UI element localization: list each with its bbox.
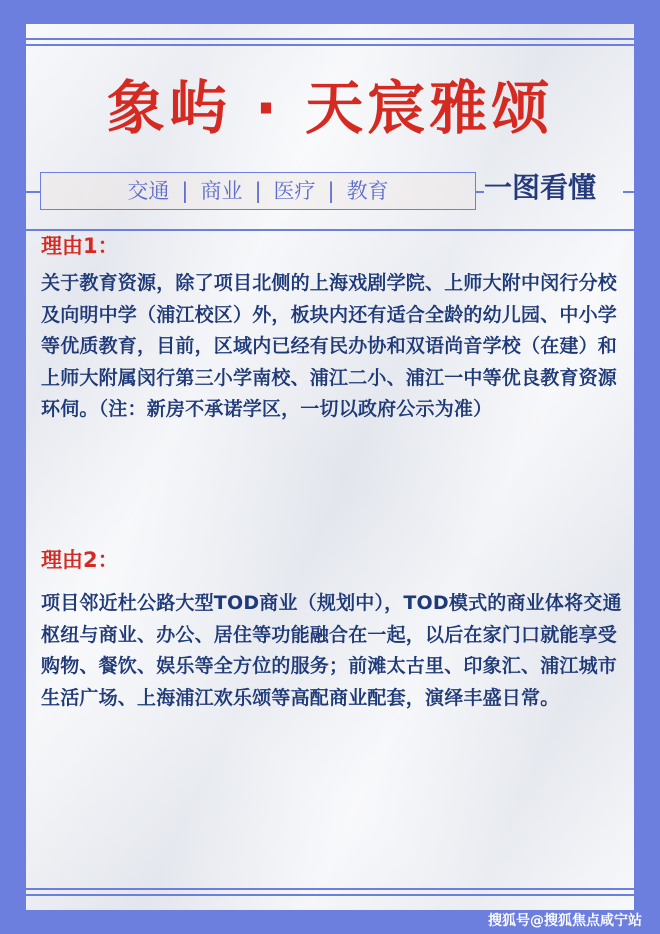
tag-rule-middle — [476, 191, 484, 193]
poster-paper — [26, 24, 634, 910]
poster-title: 象屿 · 天宸雅颂 — [106, 74, 554, 142]
tag-commerce: 商业 — [200, 178, 243, 203]
tag-education: 教育 — [346, 178, 389, 203]
section-body-1: 关于教育资源，除了项目北侧的上海戏剧学院、上师大附中闵行分校及向明中学（浦江校区）外，板块内还有适合全龄的幼儿园、中小学等优质教育，目前，区域内已经有民办协和双语尚音学校（在建）和上师大附属闵行第三小学南校、浦江二小、浦江一中等优良教育资源环伺。（注：新房不承诺学区，一切以政府公示为准） — [41, 272, 618, 420]
section-body-2: 项目邻近杜公路大型TOD商业（规划中），TOD模式的商业体将交通枢纽与商业、办公、居住等功能融合在一起，以后在家门口就能享受购物、餐饮、娱乐等全方位的服务；前滩太古里、印象汇、浦江城市生活广场、上海浦江欢乐颂等高配商业配套，演绎丰盛日常。 — [41, 592, 622, 709]
tag-separator: | — [254, 178, 262, 203]
section-heading-2: 理由2： — [41, 548, 119, 572]
poster-subtitle: 一图看懂 — [484, 171, 597, 204]
tag-separator: | — [327, 178, 335, 203]
tag-traffic: 交通 — [127, 178, 170, 203]
section-rule — [26, 229, 634, 231]
tag-rule-left — [26, 191, 40, 193]
tag-medical: 医疗 — [273, 178, 316, 203]
bottom-rule-1 — [26, 888, 634, 890]
source-watermark: 搜狐号@搜狐焦点咸宁站 — [488, 913, 642, 929]
top-rule-1 — [26, 38, 634, 40]
tag-separator: | — [181, 178, 189, 203]
bottom-rule-2 — [26, 894, 634, 896]
top-rule-2 — [26, 44, 634, 46]
topic-tags — [40, 172, 476, 210]
tag-rule-right — [623, 191, 634, 193]
section-heading-1: 理由1： — [41, 234, 119, 258]
